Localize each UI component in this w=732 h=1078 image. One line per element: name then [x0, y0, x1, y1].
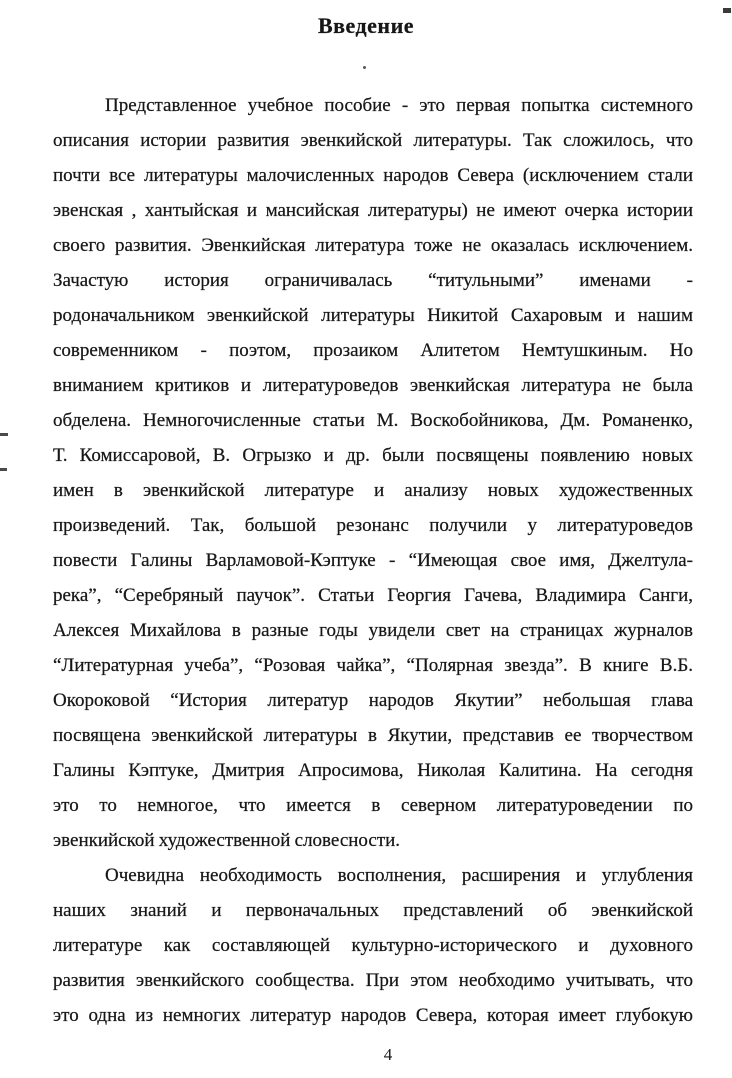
page-title: Введение: [317, 13, 415, 38]
text-line-p1-3: почти все литературы малочисленных народов Севера (исключением стали: [53, 165, 693, 186]
scan-artifact-tick: [0, 433, 8, 436]
scan-artifact-dot: [363, 66, 366, 69]
text-line-p2-2: наших знаний и первоначальных представлений об эвенкийской: [53, 900, 693, 921]
text-line-p1-11: Т. Комиссаровой, В. Огрызко и др. были посвящены появлению новых: [53, 445, 693, 466]
text-line-p2-4: развития эвенкийского сообщества. При этом необходимо учитывать, что: [53, 970, 693, 991]
text-line-p1-16: Алексея Михайлова в разные годы увидели свет на страницах журналов: [53, 620, 693, 641]
text-line-p1-7: родоначальником эвенкийской литературы Никитой Сахаровым и нашим: [53, 305, 693, 326]
text-line-p1-8: современником - поэтом, прозаиком Алитетом Немтушкиным. Но: [53, 340, 693, 361]
text-line-p1-4: эвенская , хантыйская и мансийская литературы) не имеют очерка истории: [53, 200, 693, 221]
text-line-p1-17: “Литературная учеба”, “Розовая чайка”, “Полярная звезда”. В книге В.Б.: [53, 655, 693, 676]
text-line-p2-5: это одна из немногих литератур народов Севера, которая имеет глубокую: [53, 1005, 693, 1026]
text-line-p1-1: Представленное учебное пособие - это первая попытка системного: [105, 95, 693, 116]
text-line-p1-14: повести Галины Варламовой-Кэптуке - “Имеющая свое имя, Джелтула-: [53, 550, 693, 571]
text-line-p1-18: Окороковой “История литератур народов Якутии” небольшая глава: [53, 690, 693, 711]
text-line-p1-2: описания истории развития эвенкийской литературы. Так сложилось, что: [53, 130, 693, 151]
text-line-p1-6: Зачастую история ограничивалась “титульными” именами -: [53, 270, 693, 291]
text-line-p2-1: Очевидна необходимость восполнения, расширения и углубления: [105, 865, 693, 886]
text-line-p1-5: своего развития. Эвенкийская литература тоже не оказалась исключением.: [53, 235, 693, 256]
text-line-p1-20: Галины Кэптуке, Дмитрия Апросимова, Николая Калитина. На сегодня: [53, 760, 693, 781]
text-line-p1-9: вниманием критиков и литературоведов эвенкийская литература не была: [53, 375, 693, 396]
text-line-p1-15: река”, “Серебряный паучок”. Статьи Георгия Гачева, Владимира Санги,: [53, 585, 693, 606]
body-text: [53, 88, 693, 1033]
text-line-p1-12: имен в эвенкийской литературе и анализу новых художественных: [53, 480, 693, 501]
text-line-p1-21: это то немногое, что имеется в северном литературоведении по: [53, 795, 693, 816]
text-line-p1-13: произведений. Так, большой резонанс получили у литературоведов: [53, 515, 693, 536]
page-number: 4: [383, 1045, 393, 1064]
text-line-p1-10: обделена. Немногочисленные статьи М. Воскобойникова, Дм. Романенко,: [53, 410, 693, 431]
text-line-p1-22: эвенкийской художественной словесности.: [53, 830, 401, 851]
text-line-p2-3: литературе как составляющей культурно-исторического и духовного: [53, 935, 693, 956]
text-line-p1-19: посвящена эвенкийской литературы в Якутии, представив ее творчеством: [53, 725, 693, 746]
scan-artifact-corner: [723, 8, 731, 13]
scan-artifact-tick: [0, 468, 7, 471]
